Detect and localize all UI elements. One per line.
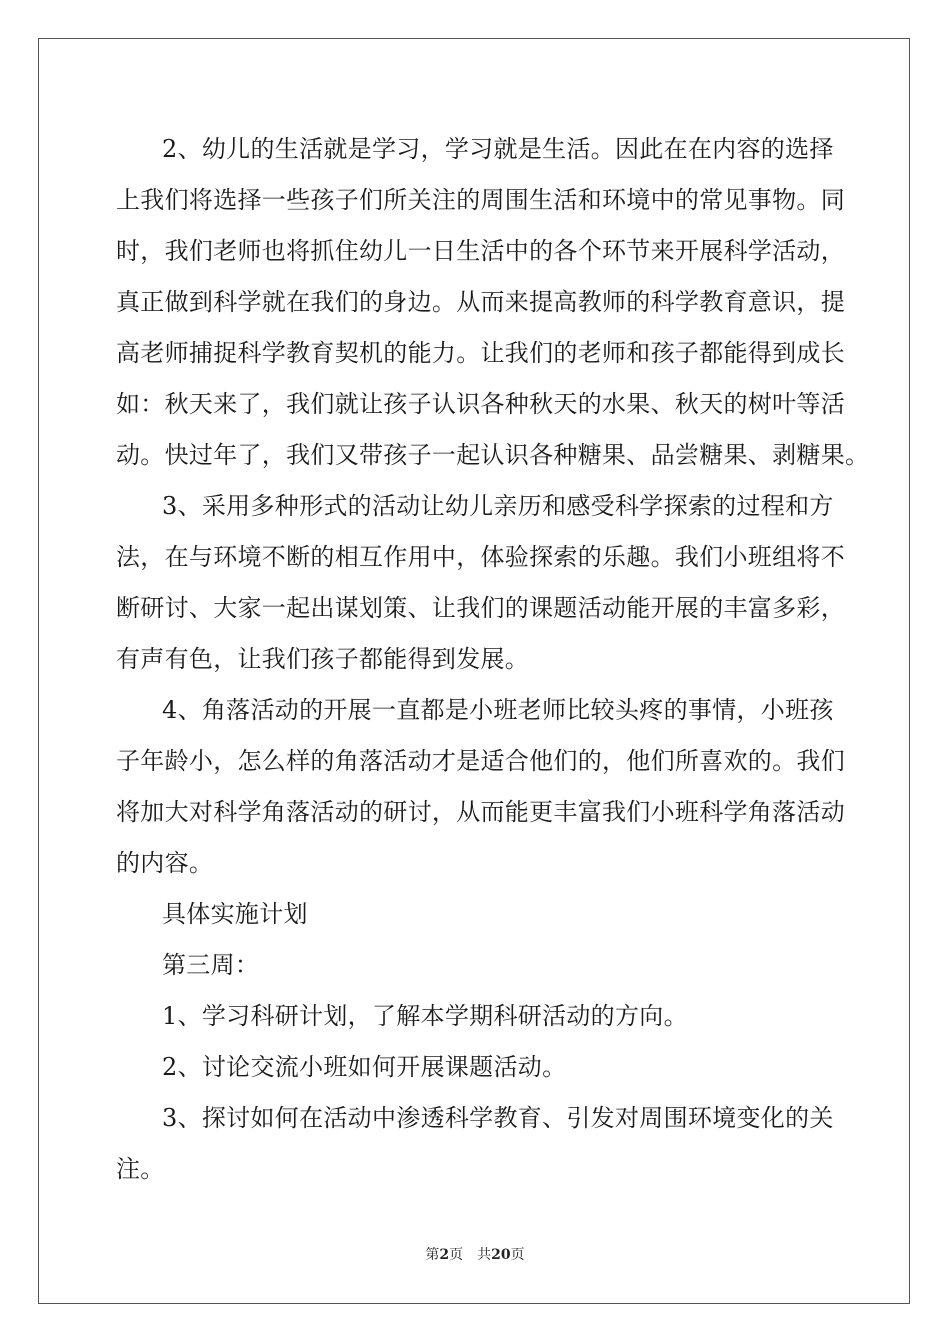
week-label: 第三周： bbox=[162, 951, 260, 979]
paragraph-3-line-3: 断研讨、大家一起出谋划策、让我们的课题活动能开展的丰富多彩， bbox=[116, 594, 845, 622]
paragraph-3-line-4: 有声有色，让我们孩子都能得到发展。 bbox=[116, 645, 530, 673]
paragraph-4-line-2: 子年龄小，怎么样的角落活动才是适合他们的，他们所喜欢的。我们 bbox=[116, 747, 845, 775]
plan-item-3-line-2: 注。 bbox=[116, 1155, 165, 1183]
paragraph-2-line-3: 时，我们老师也将抓住幼儿一日生活中的各个环节来开展科学活动， bbox=[116, 237, 845, 265]
footer-total-number: 20 bbox=[491, 1247, 511, 1263]
plan-item-2: 2、讨论交流小班如何开展课题活动。 bbox=[162, 1053, 567, 1081]
paragraph-2-line-6: 如：秋天来了，我们就让孩子认识各种秋天的水果、秋天的树叶等活 bbox=[116, 390, 845, 418]
paragraph-2-line-4: 真正做到科学就在我们的身边。从而来提高教师的科学教育意识，提 bbox=[116, 288, 845, 316]
plan-item-1: 1、学习科研计划，了解本学期科研活动的方向。 bbox=[162, 1002, 688, 1030]
paragraph-3-line-1: 3、采用多种形式的活动让幼儿亲历和感受科学探索的过程和方 bbox=[162, 492, 834, 520]
page-footer bbox=[0, 1246, 950, 1264]
paragraph-3-line-2: 法，在与环境不断的相互作用中，体验探索的乐趣。我们小班组将不 bbox=[116, 543, 845, 571]
footer-page-prefix: 第 bbox=[425, 1247, 440, 1263]
section-heading: 具体实施计划 bbox=[162, 900, 308, 928]
paragraph-2-line-2: 上我们将选择一些孩子们所关注的周围生活和环境中的常见事物。同 bbox=[116, 186, 845, 214]
footer-total-suffix: 页 bbox=[510, 1247, 525, 1263]
footer-total-prefix: 共 bbox=[477, 1247, 492, 1263]
paragraph-2-line-5: 高老师捕捉科学教育契机的能力。让我们的老师和孩子都能得到成长 bbox=[116, 339, 845, 367]
paragraph-2-line-1: 2、幼儿的生活就是学习，学习就是生活。因此在在内容的选择 bbox=[162, 135, 834, 163]
footer-page-suffix: 页 bbox=[449, 1247, 464, 1263]
paragraph-4-line-3: 将加大对科学角落活动的研讨，从而能更丰富我们小班科学角落活动 bbox=[116, 798, 845, 826]
paragraph-4-line-1: 4、角落活动的开展一直都是小班老师比较头疼的事情，小班孩 bbox=[162, 696, 834, 724]
footer-page-number: 2 bbox=[439, 1247, 450, 1263]
paragraph-4-line-4: 的内容。 bbox=[116, 849, 214, 877]
paragraph-2-line-7: 动。快过年了，我们又带孩子一起认识各种糖果、品尝糖果、剥糖果。 bbox=[116, 441, 870, 469]
plan-item-3-line-1: 3、探讨如何在活动中渗透科学教育、引发对周围环境变化的关 bbox=[162, 1104, 834, 1132]
